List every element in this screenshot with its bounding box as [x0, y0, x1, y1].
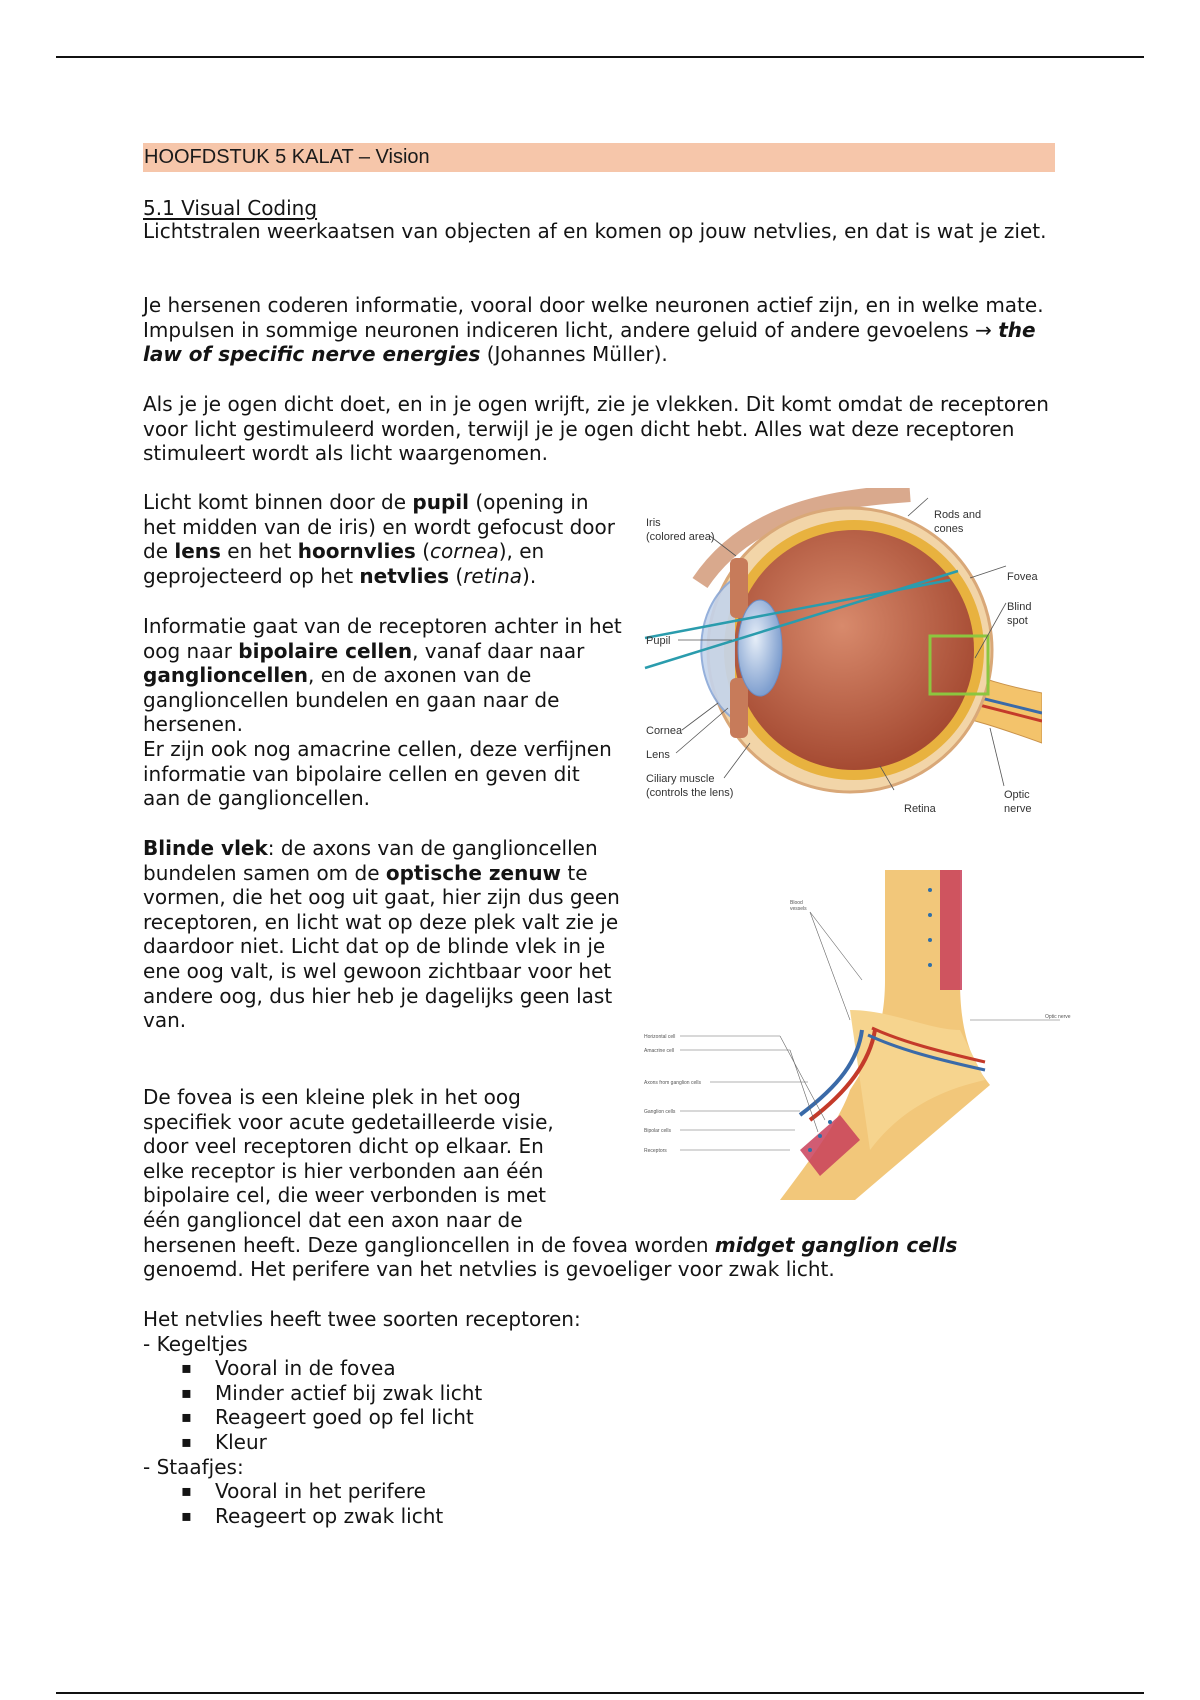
label-fovea: Fovea: [1007, 571, 1038, 583]
label-ciliary: Ciliary muscle: [646, 773, 715, 785]
label-blind-spot: Blind: [1007, 601, 1032, 613]
label-receptors: Receptors: [644, 1148, 667, 1154]
paragraph-blind-spot: Blinde vlek: de axons van de ganglioncellen bundelen samen om de optische zenuw te vormen, die het oog uit gaat, hier zijn dus geen receptoren, en licht wat op deze plek valt zie je daardoor niet. Licht dat op de blinde vlek in je ene oog valt, is wel gewoon zichtbaar voor het andere oog, dus hier heb je dagelijks geen last van.: [143, 836, 620, 1033]
paragraph-rubbing-eyes: Als je je ogen dicht doet, en in je ogen wrijft, zie je vlekken. Dit komt omdat de receptoren voor licht gestimuleerd worden, terwijl je je ogen dicht hebt. Alles wat deze receptoren stimuleert wordt als licht waargenomen.: [143, 392, 1049, 466]
list-item: ▪ Minder actief bij zwak licht: [143, 1381, 1063, 1406]
list-kegeltjes: [143, 1356, 1063, 1454]
chapter-heading: [143, 143, 1055, 172]
label-optic-nerve: Optic nerve: [1045, 1014, 1071, 1020]
group-title-staafjes: - Staafjes:: [143, 1454, 244, 1479]
label-optic: Optic: [1004, 789, 1030, 801]
eye-diagram-svg: [640, 488, 1042, 824]
iris-lower: [730, 678, 748, 738]
label-blood-vessels: Blood: [790, 900, 803, 906]
arrow-icon: →: [975, 317, 992, 342]
label-ciliary-sub: (controls the lens): [646, 787, 734, 799]
label-lens: Lens: [646, 749, 670, 761]
paragraph-coding: Je hersenen coderen informatie, vooral door welke neuronen actief zijn, en in welke mate. Impulsen in sommige neuronen indiceren licht, andere geluid of andere gevoelens → the law of specific nerve energies (Johannes Müller).: [143, 293, 1044, 367]
label-blind-spot-sub: spot: [1007, 615, 1028, 627]
label-horizontal-cell: Horizontal cell: [644, 1034, 676, 1040]
top-rule: [56, 56, 1144, 58]
label-amacrine-cell: Amacrine cell: [644, 1048, 675, 1054]
label-rods-sub: cones: [934, 523, 964, 535]
label-optic-sub: nerve: [1004, 803, 1032, 815]
label-cornea: Cornea: [646, 725, 683, 737]
section-title: 5.1 Visual Coding: [143, 196, 318, 220]
label-iris: Iris: [646, 517, 661, 529]
receptor-layer-top: [940, 870, 962, 990]
chapter-heading-text: HOOFDSTUK 5 KALAT – Vision: [144, 146, 430, 168]
list-item: ▪ Vooral in de fovea: [143, 1356, 1063, 1381]
term-midget-ganglion-cells: midget ganglion cells: [714, 1232, 958, 1257]
label-blood-vessels-sub: vessels: [790, 906, 807, 912]
label-iris-sub: (colored area): [646, 531, 715, 543]
bottom-rule: [56, 1692, 1144, 1694]
group-title-kegeltjes: - Kegeltjes: [143, 1331, 248, 1356]
receptor-types: Het netvlies heeft twee soorten receptoren: - Kegeltjes ▪ Vooral in de fovea ▪ Minder actief bij zwak licht ▪ Reageert goed op fel licht ▪ Kleur - Staafjes: ▪ Vooral in het perifere ▪ Reageert op zwak licht: [143, 1307, 1063, 1528]
paragraph-light-rays: Lichtstralen weerkaatsen van objecten af en komen op jouw netvlies, en dat is wat je ziet.: [143, 219, 1047, 243]
list-staafjes: [143, 1479, 1063, 1528]
eye-diagram: [640, 488, 1042, 824]
list-item: ▪ Kleur: [143, 1430, 1063, 1455]
label-axons: Axons from ganglion cells: [644, 1080, 701, 1086]
list-item: ▪ Reageert goed op fel licht: [143, 1405, 1063, 1430]
retina-diagram: [640, 860, 1080, 1220]
retina-diagram-svg: [640, 860, 1080, 1220]
label-rods: Rods and: [934, 509, 982, 521]
paragraph-fovea: De fovea is een kleine plek in het oog specifiek voor acute gedetailleerde visie, door veel receptoren dicht op elkaar. En elke receptor is hier verbonden aan één bipolaire cel, die weer verbonden is met één ganglioncel dat een axon naar de hersenen heeft. Deze ganglioncellen in de fovea worden midget ganglion cells genoemd. Het perifere van het netvlies is gevoeliger voor zwak licht.: [143, 1085, 958, 1282]
term-specific-nerve-energies: the law of specific nerve energies: [143, 317, 1036, 367]
list-item: ▪ Vooral in het perifere: [143, 1479, 1063, 1504]
paragraph-pupil-lens: Licht komt binnen door de pupil (opening in het midden van de iris) en wordt gefocust door de lens en het hoornvlies (cornea), en geprojecteerd op het netvlies (retina).: [143, 490, 616, 588]
label-bipolar-cells: Bipolar cells: [644, 1128, 671, 1134]
label-retina: Retina: [904, 803, 936, 815]
label-ganglion-cells: Ganglion cells: [644, 1109, 676, 1115]
paragraph-bipolar-ganglion: Informatie gaat van de receptoren achter in het oog naar bipolaire cellen, vanaf daar naar ganglioncellen, en de axonen van de ganglioncellen bundelen en gaan naar de hersenen. Er zijn ook nog amacrine cellen, deze verfijnen informatie van bipolaire cellen en geven dit aan de ganglioncellen.: [143, 614, 622, 811]
iris-upper: [730, 558, 748, 618]
label-pupil: Pupil: [646, 635, 671, 647]
list-item: ▪ Reageert op zwak licht: [143, 1504, 1063, 1529]
